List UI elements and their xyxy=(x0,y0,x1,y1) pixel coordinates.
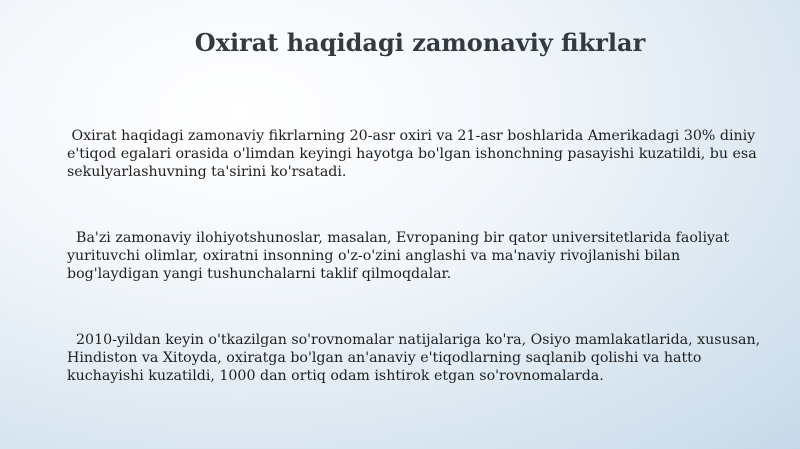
paragraph-1: Oxirat haqidagi zamonaviy fikrlarning 20-asr oxiri va 21-asr boshlarida Amerikadagi 30% diniy e'tiqod egalari orasida o'limdan keyingi hayotga bo'lgan ishonchning pasayishi kuzatildi, bu esa sekulyarlashuvning ta'sirini ko'rsatadi. xyxy=(67,128,762,180)
paragraph-3: 2010-yildan keyin o'tkazilgan so'rovnomalar natijalariga ko'ra, Osiyo mamlakatlarida, xususan, Hindiston va Xitoyda, oxiratga bo'lgan an'anaviy e'tiqodlarning saqlanib qolishi va hatto kuchayishi kuzatildi, 1000 dan ortiq odam ishtirok etgan so'rovnomalarda. xyxy=(67,332,765,384)
paragraph-2: Ba'zi zamonaviy ilohiyotshunoslar, masalan, Evropaning bir qator universitetlarida faoliyat yurituvchi olimlar, oxiratni insonning o'z-o'zini anglashi va ma'naviy rivojlanishi bilan bog'laydigan yangi tushunchalarni taklif qilmoqdalar. xyxy=(67,230,734,282)
slide-title: Oxirat haqidagi zamonaviy fikrlar xyxy=(194,28,646,57)
